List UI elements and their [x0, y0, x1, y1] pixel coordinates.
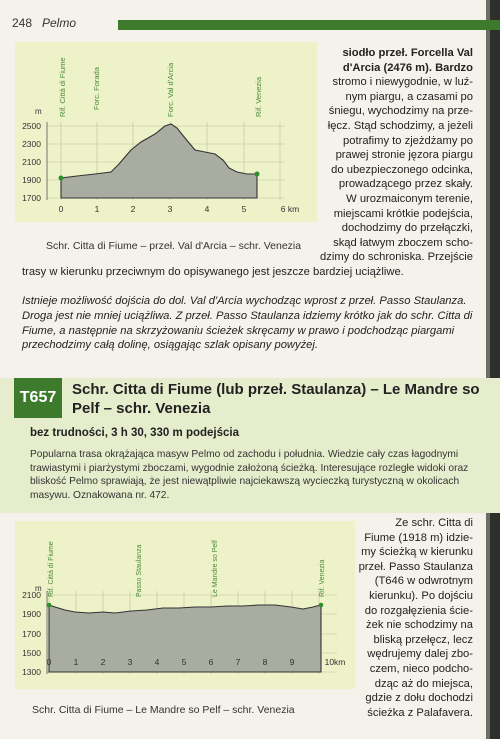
text-line: (T646 w odwrotnym	[374, 575, 473, 588]
text-line: siodło przeł. Forcella Val	[342, 47, 473, 59]
page-number: 248	[12, 16, 33, 30]
start-marker	[47, 603, 52, 608]
x-tick: 5	[181, 657, 187, 667]
text-line: potrafimy to zjeżdżamy po	[343, 134, 473, 147]
y-tick: 1900	[22, 609, 41, 619]
point-label: Rif. Venezia	[319, 559, 326, 597]
text-line: Ze schr. Citta di	[395, 517, 473, 529]
page-header	[0, 14, 500, 32]
text-line: W urozmaiconym terenie,	[346, 192, 473, 205]
right-column-text	[318, 46, 473, 265]
x-tick: 8	[262, 657, 268, 667]
x-tick: 4	[204, 204, 210, 214]
point-label: Le Mandre so Pelf	[212, 540, 219, 597]
y-tick: 1300	[22, 667, 41, 677]
end-marker	[319, 603, 324, 608]
y-tick: 1700	[22, 629, 41, 639]
text-line: dochodzimy do przełączki,	[341, 222, 473, 235]
text-line: Fiume (1918 m) idzie-	[364, 531, 473, 544]
trail-difficulty: bez trudności, 3 h 30, 330 m podejścia	[30, 427, 239, 439]
x-tick: 4	[154, 657, 160, 667]
text-line: łęcz. Stąd schodzimy, a jeżeli	[327, 119, 473, 132]
text-line: przeł. Passo Staulanza	[358, 560, 473, 573]
x-tick: 3	[127, 657, 133, 667]
text-line: nym piargu, a czasami po	[345, 90, 473, 103]
alternative-route-note: Istnieje możliwość dojścia do dol. Val d'Arcia wychodząc wprost z przeł. Passo Staulanza. Droga jest nie mniej uciążliwa. Z przeł. Passo Staulanza idziemy krótko jak do schr. Citta di Fiume, a następnie na skrzyżowaniu ścieżek skręcamy w prawo i podchodząc piargami przechodzimy całą dolinę, osiągając szlak opisany powyżej.	[22, 295, 473, 352]
point-label: Forc. Val d'Arcia	[166, 62, 175, 117]
trail-code-badge: T657	[14, 378, 62, 418]
trail-title: Schr. Citta di Fiume (lub przeł. Staulanza) – Le Mandre so Pelf – schr. Venezia	[72, 381, 480, 417]
text-line: żek nie schodzimy na	[366, 619, 473, 632]
y-tick: 2500	[22, 121, 41, 131]
text-line: ścieżka z Palafavera.	[367, 706, 473, 719]
profile-caption-1: Schr. Citta di Fiume – przeł. Val d'Arcia – schr. Venezia	[46, 240, 302, 252]
trail-description: Popularna trasa okrążająca masyw Pelmo od zachodu i południa. Wiedzie cały czas łagodnymi trawiastymi i piarżystymi zboczami, wygodnie założoną ścieżką. Interesujące rozległe widoki oraz bliskość Pelmo sprawiają, że jest niewątpliwie najciekawszą wycieczką turystyczną w okolicach masywu. Oznakowana nr. 472.	[30, 449, 469, 501]
y-unit: m	[35, 584, 42, 593]
x-tick: 6	[208, 657, 214, 667]
y-tick: 2300	[22, 139, 41, 149]
x-tick: 0	[58, 204, 64, 214]
x-tick: 3	[167, 204, 173, 214]
text-line: skąd łatwym zboczem scho-	[333, 236, 473, 249]
paragraph-continuation: trasy w kierunku przeciwnym do opisywanego jest jeszcze bardziej uciążliwe.	[22, 266, 404, 278]
text-line: prawej stronie jęzora piargu	[335, 149, 473, 162]
x-tick: 2	[130, 204, 136, 214]
text-line: czem, nieco podcho-	[369, 662, 473, 675]
text-line: prowadzącego przez skały.	[338, 178, 473, 191]
start-marker	[59, 176, 64, 181]
text-line: kierunku). Po dojściu	[369, 589, 473, 602]
section-title: Pelmo	[42, 16, 77, 30]
x-tick: 9	[289, 657, 295, 667]
y-tick: 1700	[22, 193, 41, 203]
end-marker	[255, 172, 260, 177]
text-line: dząc aż do miejsca,	[374, 677, 473, 690]
text-line: do ubezpieczonego odcinka,	[331, 163, 473, 176]
y-tick: 2100	[22, 157, 41, 167]
header-bar	[118, 20, 500, 30]
point-label: Rif. Città di Fiume	[48, 541, 55, 597]
y-tick: 1900	[22, 175, 41, 185]
elevation-area	[61, 124, 257, 198]
text-line: bliską przełęcz, lecz	[373, 633, 473, 646]
y-unit: m	[35, 107, 42, 116]
x-tick: 6 km	[280, 204, 300, 214]
x-tick: 0	[46, 657, 52, 667]
point-label: Forc. Forada	[92, 67, 101, 110]
text-line: my ścieżką w kierunku	[361, 546, 473, 559]
x-tick: 5	[241, 204, 247, 214]
text-line: do rozgałęzienia ście-	[364, 604, 473, 617]
text-line: wędrujemy dalej zbo-	[367, 648, 473, 661]
x-tick: 1	[73, 657, 79, 667]
text-line: śniegu, wychodzimy na prze-	[328, 105, 473, 118]
point-label: Passo Staulanza	[136, 544, 143, 597]
text-line: dzimy do schroniska. Przejście	[320, 251, 473, 264]
y-tick: 1500	[22, 648, 41, 658]
book-edge	[490, 0, 500, 739]
x-tick: 1	[94, 204, 100, 214]
text-line: d'Arcia (2476 m). Bardzo	[342, 61, 473, 74]
x-tick: 2	[100, 657, 106, 667]
text-line: gdzie z dołu dochodzi	[365, 692, 473, 705]
right-column-text-2	[356, 516, 473, 720]
text-line: stromo i niewygodnie, w luź-	[332, 76, 473, 89]
elevation-profile-1	[15, 42, 317, 222]
y-tick: 2100	[22, 590, 41, 600]
x-tick: 7	[235, 657, 241, 667]
point-label: Rif. Venezia	[254, 76, 263, 117]
elevation-profile-2	[15, 521, 355, 689]
point-label: Rif. Città di Fiume	[58, 57, 67, 117]
text-line: miejscami krótkie podejścia,	[333, 207, 473, 220]
profile-caption-2: Schr. Citta di Fiume – Le Mandre so Pelf – schr. Venezia	[32, 704, 295, 716]
x-tick: 10km	[324, 657, 346, 667]
